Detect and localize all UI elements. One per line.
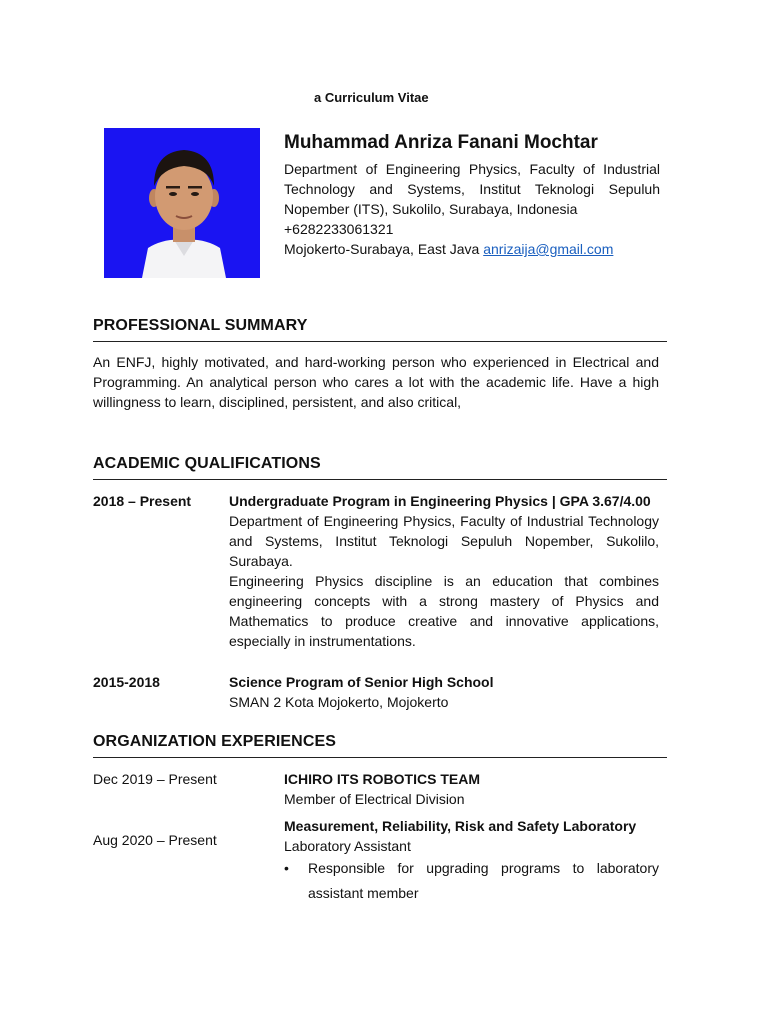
academic-date: 2018 – Present bbox=[93, 493, 192, 509]
academic-line: SMAN 2 Kota Mojokerto, Mojokerto bbox=[229, 694, 449, 710]
academic-heading: Undergraduate Program in Engineering Physics | GPA 3.67/4.00 bbox=[229, 493, 651, 509]
organization-role: Member of Electrical Division bbox=[284, 791, 465, 807]
academic-heading: Science Program of Senior High School bbox=[229, 674, 494, 690]
summary-text: An ENFJ, highly motivated, and hard-working person who experienced in Electrical and Programming. An analytical person who cares a lot with the academic life. Have a high willingness to learn, disciplined, persistent, and also critical, bbox=[93, 354, 659, 410]
organization-role: Laboratory Assistant bbox=[284, 838, 411, 854]
address: Department of Engineering Physics, Faculty of Industrial Technology and Systems, Institut Teknologi Sepuluh Nopember (ITS), Sukolilo, Surabaya, Indonesia bbox=[284, 161, 660, 217]
candidate-name: Muhammad Anriza Fanani Mochtar bbox=[284, 132, 598, 153]
email-link[interactable]: anrizaija@gmail.com bbox=[483, 241, 614, 257]
academic-section-title: ACADEMIC QUALIFICATIONS bbox=[93, 455, 667, 480]
bullet-dot-icon: • bbox=[284, 860, 289, 876]
academic-line: Department of Engineering Physics, Faculty of Industrial Technology and Systems, Institut Teknologi Sepuluh Nopember, Sukolilo, Surabaya. bbox=[229, 513, 659, 569]
organization-bullet: • Responsible for upgrading programs to laboratory assistant member bbox=[284, 856, 659, 906]
organization-heading: Measurement, Reliability, Risk and Safety Laboratory bbox=[284, 818, 637, 834]
phone-number: +6282233061321 bbox=[284, 221, 394, 237]
organization-section-title: ORGANIZATION EXPERIENCES bbox=[93, 733, 667, 758]
summary-section-title: PROFESSIONAL SUMMARY bbox=[93, 317, 667, 342]
academic-line: Engineering Physics discipline is an education that combines engineering concepts with a strong mastery of Physics and Mathematics to produce creative and innovative applications, especially in instrumentations. bbox=[229, 573, 659, 649]
header-info bbox=[284, 131, 660, 259]
document-label: a Curriculum Vitae bbox=[314, 90, 429, 105]
profile-photo bbox=[104, 128, 260, 278]
person-portrait-icon bbox=[104, 128, 260, 278]
organization-heading: ICHIRO ITS ROBOTICS TEAM bbox=[284, 771, 480, 787]
location: Mojokerto-Surabaya, East Java bbox=[284, 241, 480, 257]
organization-date: Aug 2020 – Present bbox=[93, 832, 217, 848]
organization-date: Dec 2019 – Present bbox=[93, 771, 217, 787]
location-email-line bbox=[284, 239, 660, 259]
academic-date: 2015-2018 bbox=[93, 674, 160, 690]
